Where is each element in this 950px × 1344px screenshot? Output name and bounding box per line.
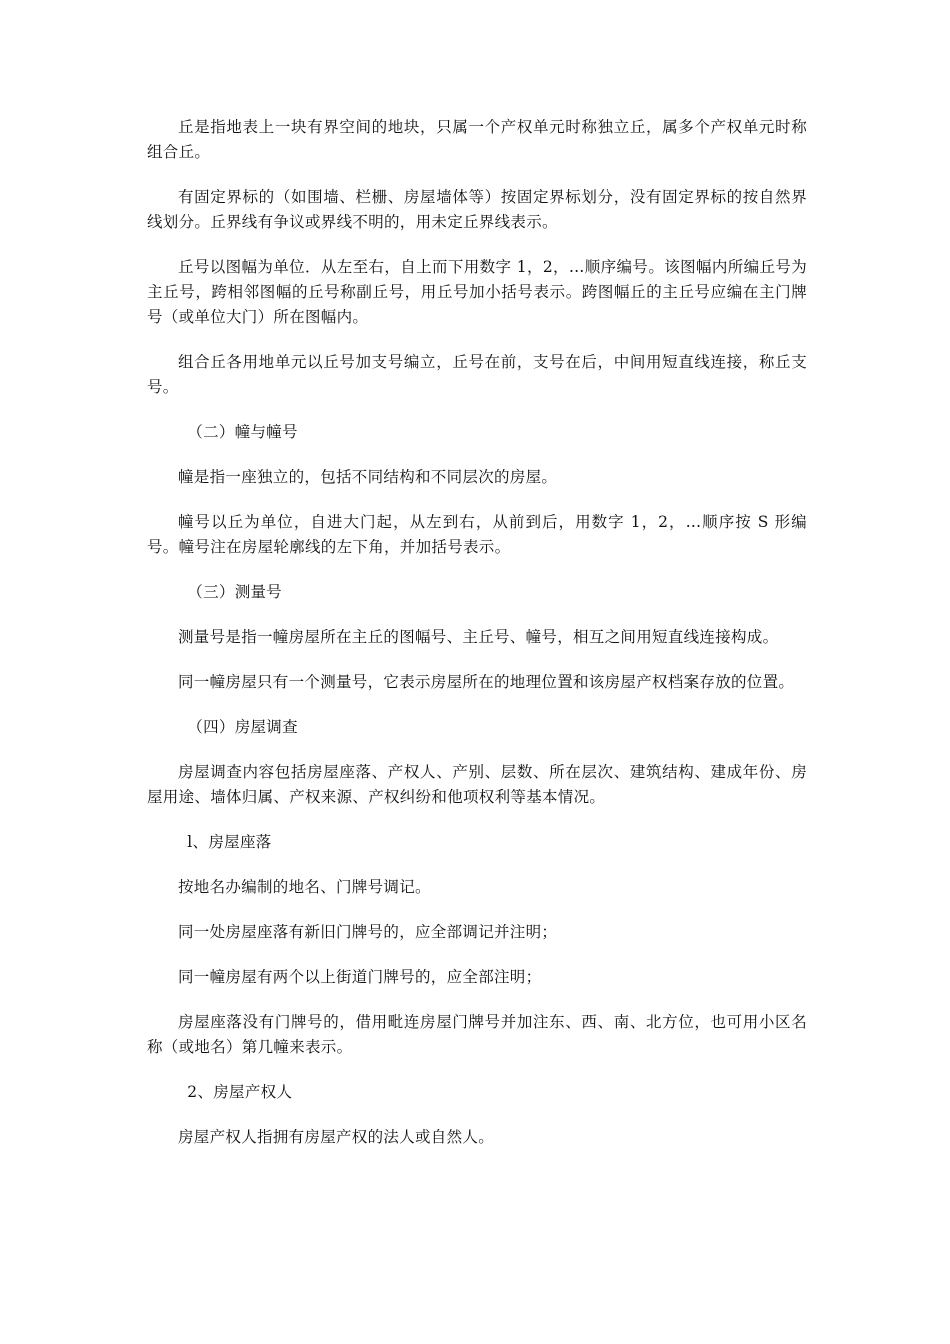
subheading-property-owner: 2、房屋产权人 — [187, 1083, 293, 1101]
section-heading-building: （二）幢与幢号 — [187, 423, 298, 441]
paragraph-survey-number-unique: 同一幢房屋只有一个测量号，它表示房屋所在的地理位置和该房屋产权档案存放的位置。 — [178, 673, 795, 691]
paragraph-owner-definition: 房屋产权人指拥有房屋产权的法人或自然人。 — [178, 1128, 495, 1146]
paragraph-location-rule-3: 同一幢房屋有两个以上街道门牌号的，应全部注明； — [178, 968, 542, 986]
paragraph-location-rule-2: 同一处房屋座落有新旧门牌号的，应全部调记并注明； — [178, 923, 558, 941]
paragraph-survey-number-definition: 测量号是指一幢房屋所在主丘的图幅号、主丘号、幢号，相互之间用短直线连接构成。 — [178, 628, 779, 646]
paragraph-building-definition: 幢是指一座独立的，包括不同结构和不同层次的房屋。 — [178, 468, 558, 486]
section-heading-house-survey: （四）房屋调查 — [187, 718, 298, 736]
paragraph-building-numbering: 幢号以丘为单位，自进大门起，从左到右，从前到后，用数字 1，2，…顺序按 S 形编号。幢号注在房屋轮廓线的左下角，并加括号表示。 — [147, 513, 807, 556]
paragraph-qiu-definition: 丘是指地表上一块有界空间的地块，只属一个产权单元时称独立丘，属多个产权单元时称组合丘。 — [147, 118, 807, 161]
paragraph-location-rule-1: 按地名办编制的地名、门牌号调记。 — [178, 878, 431, 896]
section-heading-survey-number: （三）测量号 — [187, 583, 283, 601]
subheading-house-location: l、房屋座落 — [187, 833, 272, 851]
paragraph-combined-qiu: 组合丘各用地单元以丘号加支号编立，丘号在前，支号在后，中间用短直线连接，称丘支号。 — [147, 353, 807, 396]
document-body — [147, 115, 807, 1170]
paragraph-boundary-division: 有固定界标的（如围墙、栏栅、房屋墙体等）按固定界标划分，没有固定界标的按自然界线划分。丘界线有争议或界线不明的，用未定丘界线表示。 — [147, 188, 807, 231]
paragraph-qiu-numbering: 丘号以图幅为单位．从左至右，自上而下用数字 1，2，…顺序编号。该图幅内所编丘号为主丘号，跨相邻图幅的丘号称副丘号，用丘号加小括号表示。跨图幅丘的主丘号应编在主门牌号（或单位大门）所在图幅内。 — [147, 258, 807, 326]
paragraph-location-rule-4: 房屋座落没有门牌号的，借用毗连房屋门牌号并加注东、西、南、北方位，也可用小区名称（或地名）第几幢来表示。 — [147, 1013, 807, 1056]
paragraph-house-survey-content: 房屋调查内容包括房屋座落、产权人、产别、层数、所在层次、建筑结构、建成年份、房屋用途、墙体归属、产权来源、产权纠纷和他项权利等基本情况。 — [147, 763, 807, 806]
